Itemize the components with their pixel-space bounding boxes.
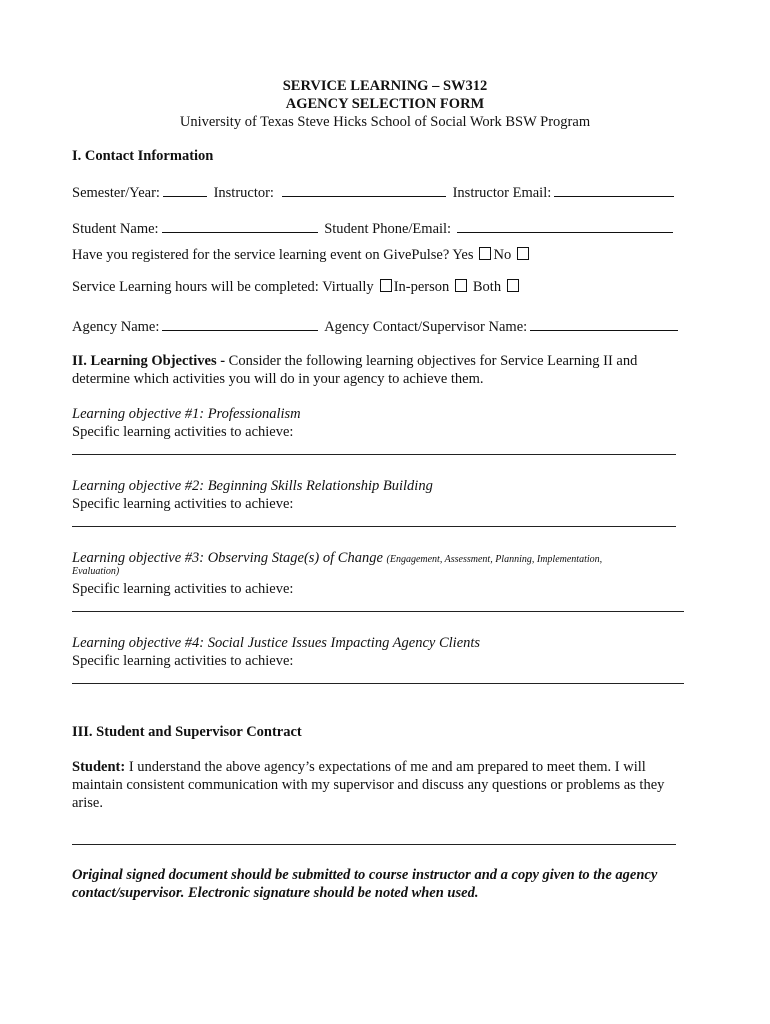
contract-text-3: arise.	[72, 795, 103, 811]
yes-checkbox[interactable]	[479, 247, 491, 260]
form-title: SERVICE LEARNING – SW312	[282, 78, 488, 94]
hours-question: Service Learning hours will be completed:	[72, 279, 319, 295]
inperson-label: In-person	[393, 279, 450, 295]
inperson-checkbox[interactable]	[455, 279, 467, 292]
yes-label: Yes	[452, 247, 474, 263]
instructor-label: Instructor:	[213, 185, 274, 201]
objective-4-activities-label: Specific learning activities to achieve:	[72, 653, 294, 669]
objective-4-answer-line[interactable]	[72, 683, 684, 684]
semester-row	[72, 183, 677, 202]
section-objectives-heading: II. Learning Objectives -	[72, 353, 226, 369]
semester-field[interactable]	[163, 183, 207, 197]
student-contract-label: Student:	[72, 759, 126, 775]
instructor-email-label: Instructor Email:	[452, 185, 552, 201]
agency-name-label: Agency Name:	[72, 319, 160, 335]
no-checkbox[interactable]	[517, 247, 529, 260]
objective-3-note-cont: Evaluation)	[72, 566, 120, 577]
student-name-label: Student Name:	[72, 221, 159, 237]
agency-contact-label: Agency Contact/Supervisor Name:	[324, 319, 528, 335]
contract-text-2: maintain consistent communication with my supervisor and discuss any questions or problems as they	[72, 777, 665, 793]
section-contract-heading: III. Student and Supervisor Contract	[72, 724, 302, 740]
givepulse-question: Have you registered for the service learning event on GivePulse?	[72, 247, 450, 263]
student-name-field[interactable]	[162, 219, 318, 233]
objective-3-answer-line[interactable]	[72, 611, 684, 612]
objective-2-answer-line[interactable]	[72, 526, 676, 527]
objectives-intro-text2: determine which activities you will do in your agency to achieve them.	[72, 371, 484, 387]
objective-3-note: (Engagement, Assessment, Planning, Implementation,	[386, 554, 603, 565]
objective-3-title-row	[72, 549, 602, 569]
both-checkbox[interactable]	[507, 279, 519, 292]
virtually-label: Virtually	[322, 279, 374, 295]
student-signature-line[interactable]	[72, 844, 676, 845]
givepulse-row	[72, 246, 531, 264]
agency-contact-field[interactable]	[530, 317, 678, 331]
agency-name-field[interactable]	[162, 317, 318, 331]
instructor-email-field[interactable]	[554, 183, 674, 197]
objective-1-title: Learning objective #1: Professionalism	[72, 406, 301, 422]
objectives-intro-line1	[72, 352, 637, 370]
student-phone-field[interactable]	[457, 219, 673, 233]
program-name: University of Texas Steve Hicks School of Social Work BSW Program	[179, 114, 591, 130]
form-subtitle-title: AGENCY SELECTION FORM	[285, 96, 485, 112]
semester-label: Semester/Year:	[72, 185, 160, 201]
objective-1-activities-label: Specific learning activities to achieve:	[72, 424, 294, 440]
section-contact-heading: I. Contact Information	[72, 148, 214, 164]
agency-row	[72, 317, 681, 336]
objective-1-answer-line[interactable]	[72, 454, 676, 455]
objective-2-activities-label: Specific learning activities to achieve:	[72, 496, 294, 512]
objectives-intro-text1: Consider the following learning objectives for Service Learning II and	[228, 353, 638, 369]
student-row	[72, 219, 676, 238]
contract-text-1: I understand the above agency’s expectations of me and am prepared to meet them. I will	[128, 759, 646, 775]
submission-note-line2: contact/supervisor. Electronic signature should be noted when used.	[72, 885, 479, 901]
objective-3-title: Learning objective #3: Observing Stage(s) of Change	[72, 550, 383, 566]
no-label: No	[493, 247, 512, 263]
hours-row	[72, 278, 521, 296]
student-phone-label: Student Phone/Email:	[324, 221, 452, 237]
objective-4-title: Learning objective #4: Social Justice Issues Impacting Agency Clients	[72, 635, 481, 651]
virtually-checkbox[interactable]	[380, 279, 392, 292]
contract-line-1	[72, 758, 646, 776]
objective-3-activities-label: Specific learning activities to achieve:	[72, 581, 294, 597]
objective-2-title: Learning objective #2: Beginning Skills Relationship Building	[72, 478, 433, 494]
instructor-field[interactable]	[282, 183, 446, 197]
both-label: Both	[472, 279, 502, 295]
submission-note-line1: Original signed document should be submitted to course instructor and a copy given to the agency	[72, 867, 658, 883]
